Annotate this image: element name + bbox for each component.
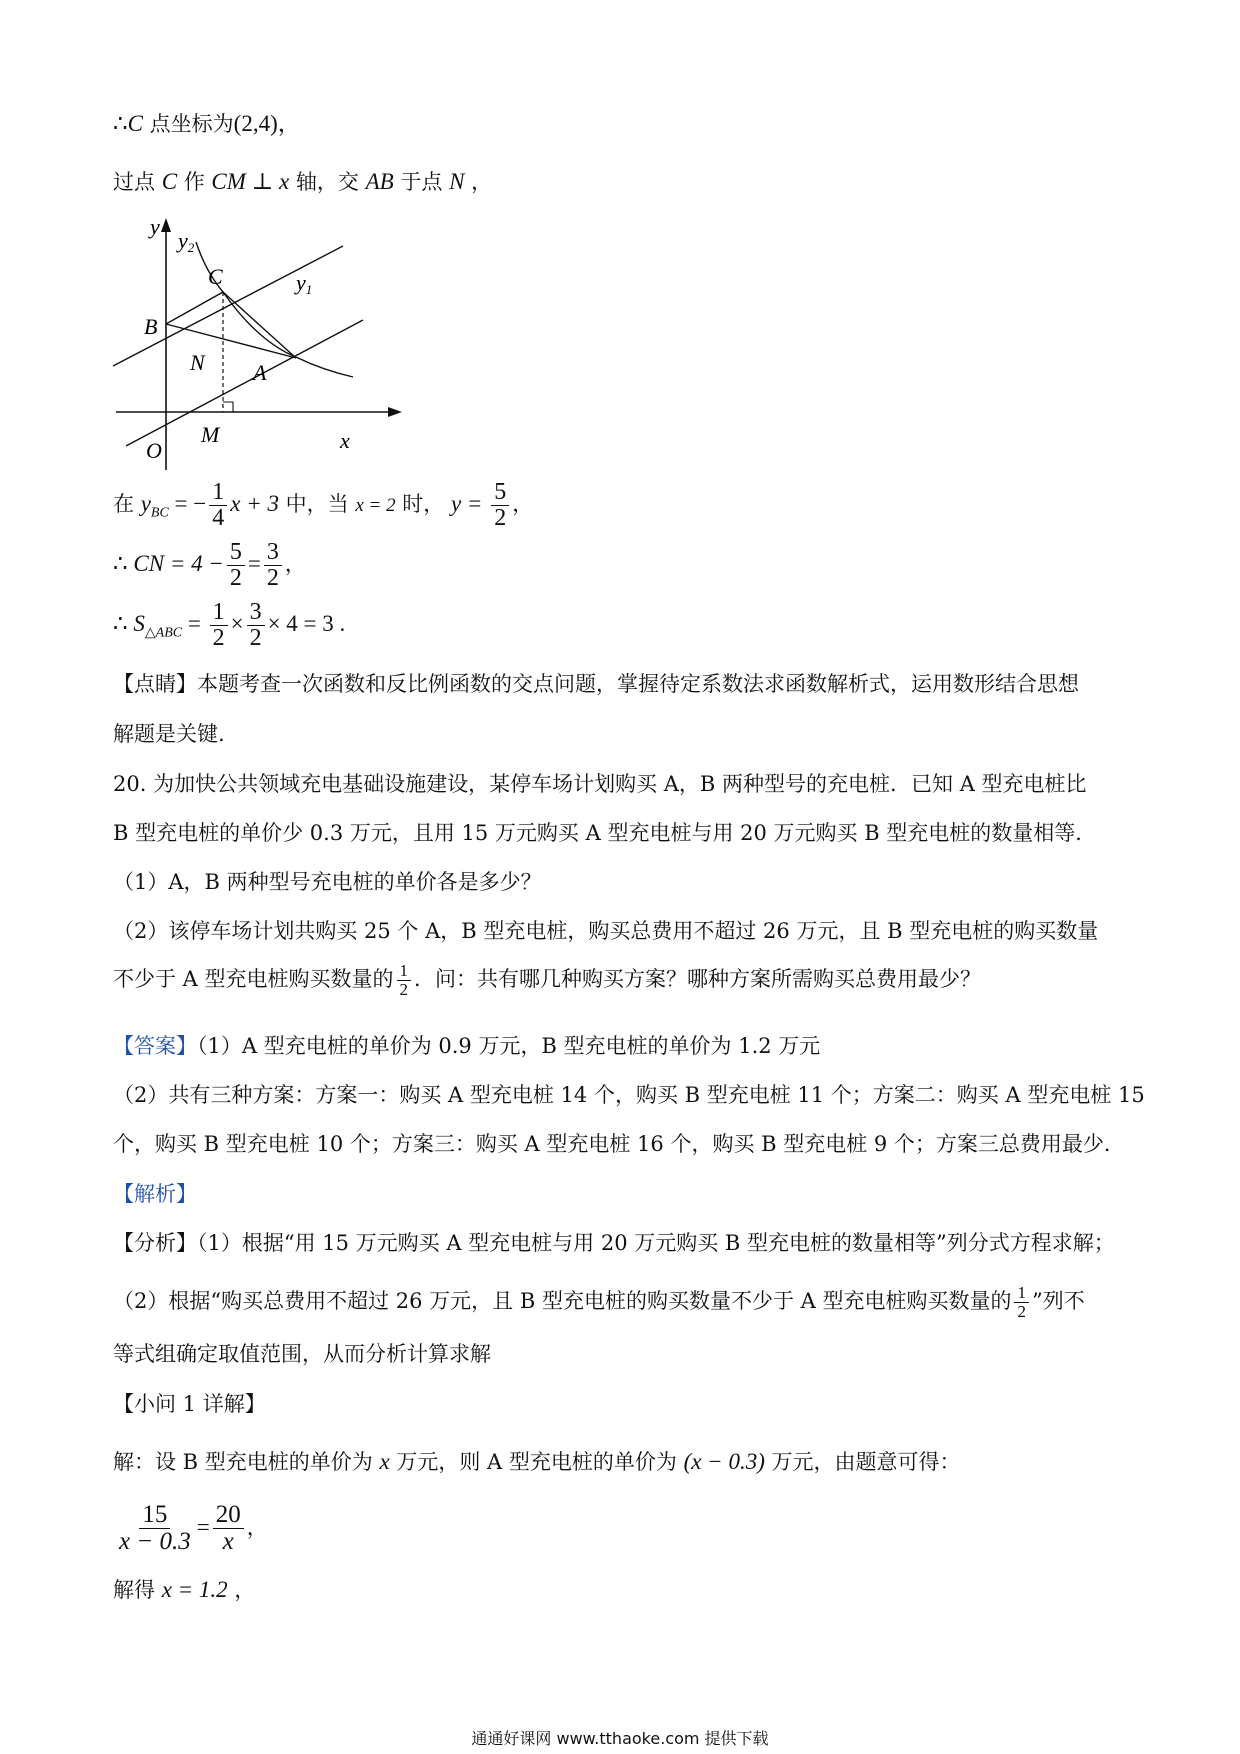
label-m: M <box>201 422 220 447</box>
conclusion-c-coordinate: ∴C 点坐标为(2,4)， <box>113 111 301 136</box>
question-20-part-2: （2）该停车场计划共购买 25 个 A，B 型充电桩，购买总费用不超过 26 万元，且 B 型充电桩的购买数量 <box>113 919 1099 943</box>
label-n: N <box>190 350 205 375</box>
label-y-axis: y <box>150 214 160 239</box>
label-origin: O <box>146 438 162 463</box>
label-c: C <box>208 264 223 289</box>
fraction-equation: $\frac{15}{x - 0.3}$ = $\frac{20}{x}$ ， <box>119 1501 268 1556</box>
subquestion-1-heading: 【小问 1 详解】 <box>113 1392 266 1416</box>
cn-computation: ∴ CN = 4 − $\frac{5}{2}$ = $\frac{3}{2}$ ， <box>113 539 306 592</box>
solution-result: 解得 x = 1.2 ， <box>113 1577 256 1602</box>
answer-tag: 【答案】 <box>113 1034 197 1058</box>
jiexi-tag: 【解析】 <box>113 1182 197 1206</box>
analysis-line-2: （2）根据“购买总费用不超过 26 万元，且 B 型充电桩的购买数量不少于 A 型充电桩购买数量的 $\frac{1}{2}$ ”列不 <box>113 1283 1085 1321</box>
area-computation: ∴ $S_{\triangle ABC}$ = $\frac{1}{2}$ × $\frac{3}{2}$ × 4 = 3 . <box>113 599 346 652</box>
label-a: A <box>253 360 267 385</box>
solution-setup: 解：设 B 型充电桩的单价为 x 万元，则 A 型充电桩的单价为 (x − 0.3) 万元，由题意可得： <box>113 1449 961 1474</box>
analysis-line-1: 【分析】（1）根据“用 15 万元购买 A 型充电桩与用 20 万元购买 B 型充电桩的数量相等”列分式方程求解； <box>113 1231 1115 1255</box>
question-20-line-1: 20. 为加快公共领域充电基础设施建设，某停车场计划购买 A，B 两种型号的充电桩．已知 A 型充电桩比 <box>113 772 1087 796</box>
label-y2: y2 <box>178 228 195 255</box>
dianjing-line-2: 解题是关键. <box>113 722 225 746</box>
answer-line-3: 个，购买 B 型充电桩 10 个；方案三：购买 A 型充电桩 16 个，购买 B 型充电桩 9 个；方案三总费用最少． <box>113 1132 1125 1156</box>
answer-line-1: 【答案】（1）A 型充电桩的单价为 0.9 万元，B 型充电桩的单价为 1.2 万元 <box>113 1034 821 1058</box>
label-b: B <box>144 314 158 339</box>
label-y1: y1 <box>296 270 313 297</box>
label-x-axis: x <box>340 428 350 453</box>
answer-line-2: （2）共有三种方案：方案一：购买 A 型充电桩 14 个，购买 B 型充电桩 11 个；方案二：购买 A 型充电桩 15 <box>113 1083 1145 1107</box>
question-20-part-2-cont: 不少于 A 型充电桩购买数量的 $\frac{1}{2}$ ．问：共有哪几种购买方案？哪种方案所需购买总费用最少？ <box>113 961 982 999</box>
page-footer: 通通好课网 www.tthaoke.com 提供下载 <box>471 1729 769 1748</box>
construction-line: 过点 C 作 CM ⊥ x 轴，交 AB 于点 N ， <box>113 169 493 194</box>
coordinate-figure <box>108 212 408 474</box>
analysis-line-3: 等式组确定取值范围，从而分析计算求解 <box>113 1342 491 1366</box>
ybc-evaluation: 在 $y_{BC}$ = − $\frac{1}{4}$ x + 3 中，当 x = 2 时， y = $\frac{5}{2}$ ， <box>113 479 534 532</box>
dianjing-line-1: 【点睛】本题考查一次函数和反比例函数的交点问题，掌握待定系数法求函数解析式，运用数形结合思想 <box>113 672 1079 696</box>
question-20-part-1: （1）A，B 两种型号充电桩的单价各是多少？ <box>113 870 542 894</box>
question-20-line-2: B 型充电桩的单价少 0.3 万元，且用 15 万元购买 A 型充电桩与用 20 万元购买 B 型充电桩的数量相等． <box>113 821 1097 845</box>
